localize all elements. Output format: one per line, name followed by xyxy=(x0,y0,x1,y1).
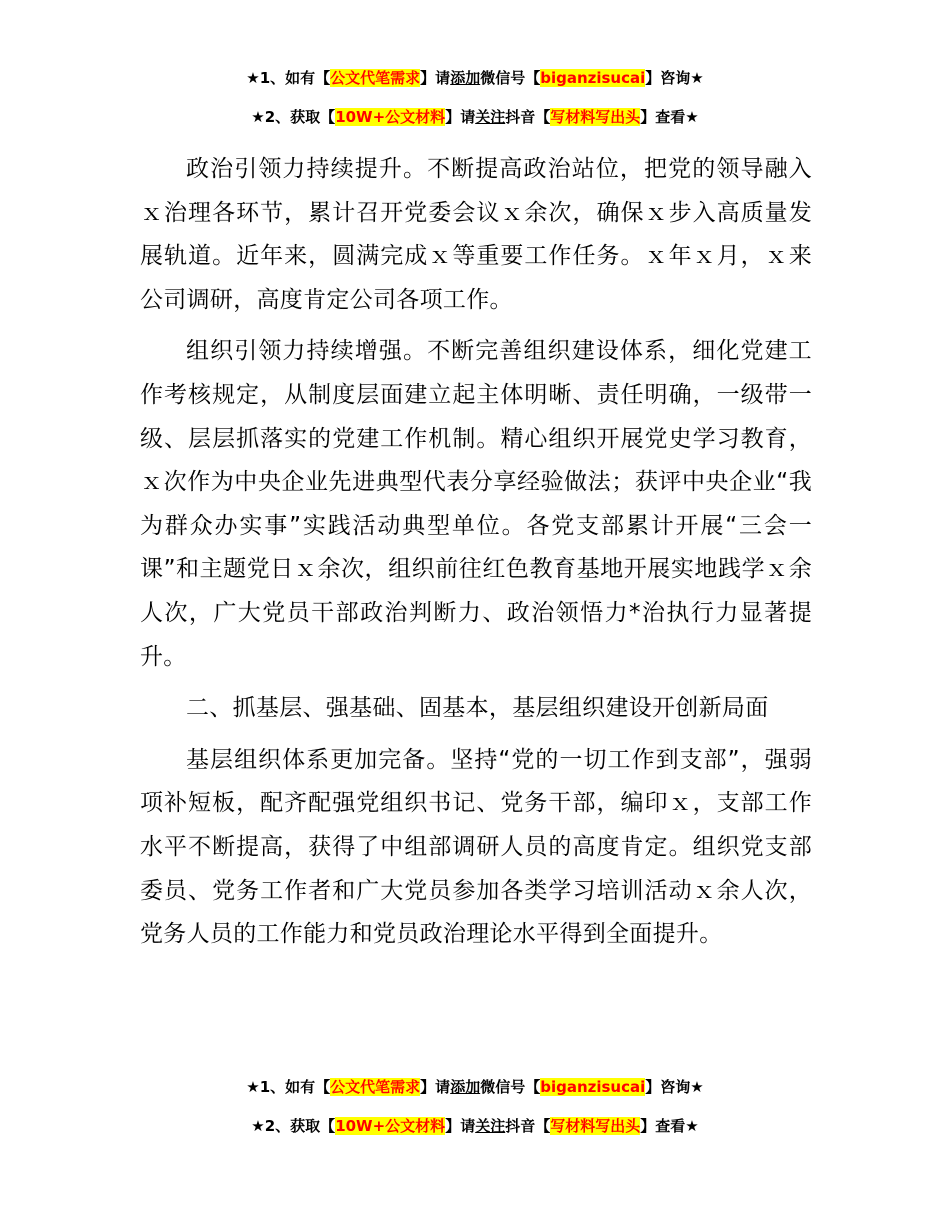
paragraph-political-leadership: 政治引领力持续提升。不断提高政治站位，把党的领导融入ｘ治理各环节，累计召开党委会议ｘ余次，确保ｘ步入高质量发展轨道。近年来，圆满完成ｘ等重要工作任务。ｘ年ｘ月，ｘ来公司调研，高度肯定公司各项工作。 xyxy=(140,156,812,313)
document-body xyxy=(140,148,812,957)
underlined-text: 添加 xyxy=(450,69,481,87)
highlight-wechat-id: biganzisucai xyxy=(540,69,646,87)
underlined-text: 关注 xyxy=(475,1117,506,1135)
highlight-douyin-id: 写材料写出头 xyxy=(550,1117,641,1135)
highlight-wechat-id: biganzisucai xyxy=(540,1078,646,1096)
banner-text: 】查看★ xyxy=(640,1117,699,1135)
underlined-text: 添加 xyxy=(450,1078,481,1096)
header-banner-line-2 xyxy=(0,106,950,128)
highlight-service: 公文代笔需求 xyxy=(330,69,421,87)
highlight-service: 公文代笔需求 xyxy=(330,1078,421,1096)
banner-text: 】请 xyxy=(420,1078,451,1096)
banner-text: ★1、如有【 xyxy=(246,1078,331,1096)
banner-text: 】请 xyxy=(445,1117,476,1135)
paragraph-organizational-leadership: 组织引领力持续增强。不断完善组织建设体系，细化党建工作考核规定，从制度层面建立起主体明晰、责任明确，一级带一级、层层抓落实的党建工作机制。精心组织开展党史学习教育，ｘ次作为中央企业先进典型代表分享经验做法；获评中央企业“我为群众办实事”实践活动典型单位。各党支部累计开展“三会一课”和主题党日ｘ余次，组织前往红色教育基地开展实地践学ｘ余人次，广大党员干部政治判断力、政治领悟力*治执行力显著提升。 xyxy=(140,338,812,670)
banner-text: 】请 xyxy=(420,69,451,87)
highlight-douyin-id: 写材料写出头 xyxy=(550,108,641,126)
underlined-text: 关注 xyxy=(475,108,506,126)
banner-text: 】咨询★ xyxy=(645,1078,704,1096)
banner-text: 抖音【 xyxy=(505,1117,551,1135)
highlight-materials: 10W+公文材料 xyxy=(335,1117,446,1135)
banner-text: ★1、如有【 xyxy=(246,69,331,87)
banner-text: ★2、获取【 xyxy=(251,1117,336,1135)
section-heading: 二、抓基层、强基础、固基本，基层组织建设开创新局面 xyxy=(186,695,769,722)
banner-text: 】查看★ xyxy=(640,108,699,126)
paragraph-grassroots-organization: 基层组织体系更加完备。坚持“党的一切工作到支部”，强弱项补短板，配齐配强党组织书记、党务干部，编印ｘ，支部工作水平不断提高，获得了中组部调研人员的高度肯定。组织党支部委员、党务工作者和广大党员参加各类学习培训活动ｘ余人次，党务人员的工作能力和党员政治理论水平得到全面提升。 xyxy=(140,746,812,948)
footer-banner-line-2 xyxy=(0,1115,950,1137)
banner-text: 微信号【 xyxy=(480,1078,541,1096)
banner-text: 抖音【 xyxy=(505,108,551,126)
footer-banner-line-1 xyxy=(0,1076,950,1098)
banner-text: ★2、获取【 xyxy=(251,108,336,126)
header-banner-line-1 xyxy=(0,67,950,89)
highlight-materials: 10W+公文材料 xyxy=(335,108,446,126)
banner-text: 】请 xyxy=(445,108,476,126)
banner-text: 微信号【 xyxy=(480,69,541,87)
banner-text: 】咨询★ xyxy=(645,69,704,87)
